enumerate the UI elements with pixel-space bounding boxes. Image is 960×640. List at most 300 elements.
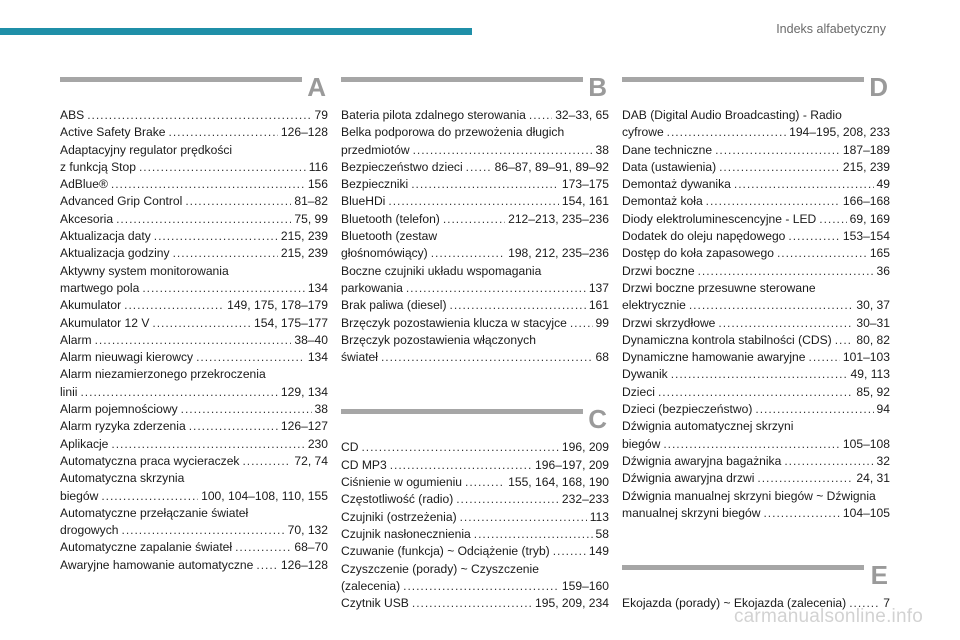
section-letter: B (588, 72, 607, 102)
index-entry-text-line: DAB (Digital Audio Broadcasting) - Radio (622, 108, 842, 122)
column-c (622, 72, 890, 612)
dot-leader (465, 474, 505, 491)
dot-leader (755, 401, 873, 418)
index-entry-pages: 232–233 (561, 492, 609, 507)
dot-leader (719, 159, 840, 176)
index-entry-pages: 30–31 (856, 315, 890, 330)
index-entry-pages: 215, 239 (280, 246, 328, 261)
index-entry-term: Akcesoria (60, 211, 114, 226)
section-header-a (60, 72, 328, 102)
index-entry-pages: 156 (307, 177, 328, 192)
index-entry-pages: 32–33, 65 (555, 108, 609, 122)
dot-leader (553, 543, 586, 560)
index-entry-pages: 215, 239 (280, 229, 328, 244)
dot-leader (139, 159, 306, 176)
section-header-c (341, 404, 609, 435)
index-entry-pages: 30, 37 (856, 298, 890, 313)
index-entry-line (341, 491, 609, 508)
index-entry-text-line: Dźwignia manualnej skrzyni biegów ~ Dźwignia (622, 488, 876, 503)
index-entry (60, 245, 328, 262)
index-entry-term: przedmiotów (341, 142, 410, 157)
index-entry (622, 263, 890, 280)
index-entry (341, 509, 609, 526)
index-entry-text-line: Brzęczyk pozostawienia włączonych (341, 332, 536, 347)
index-entry-pages: 104–105 (842, 505, 890, 520)
index-entry-pages: 194–195, 208, 233 (789, 125, 890, 140)
index-entry (622, 453, 890, 470)
index-entry-term: Czuwanie (funkcja) ~ Odciążenie (tryb) (341, 544, 550, 559)
index-entry-pages: 32 (876, 453, 890, 468)
index-entry-pages: 94 (876, 402, 890, 417)
watermark-text: carmanualsonline.info (733, 606, 923, 627)
index-entry-line (341, 211, 609, 228)
index-entry-term: Częstotliwość (radio) (341, 492, 454, 507)
index-list-d (622, 107, 890, 522)
section-letter: E (870, 560, 888, 591)
index-entry (60, 107, 328, 124)
index-entry-line (622, 263, 890, 280)
dot-leader (413, 142, 593, 159)
index-entry (622, 280, 890, 315)
index-entry-line (60, 488, 328, 505)
index-entry-term: Bezpieczniki (341, 177, 409, 192)
index-entry-text-line: Aktywny system monitorowania (60, 263, 229, 278)
index-entry-line (622, 436, 890, 453)
index-entry (622, 315, 890, 332)
index-entry-term: Drzwi boczne (622, 263, 695, 278)
index-entry-term: Dane techniczne (622, 142, 713, 157)
index-entry (622, 488, 890, 523)
section-header-d (622, 72, 890, 102)
dot-leader (181, 401, 312, 418)
index-entry-pages: 154, 161 (561, 194, 609, 209)
index-entry-line (60, 211, 328, 228)
index-entry (622, 366, 890, 383)
index-entry-pages: 215, 239 (842, 159, 890, 174)
dot-leader (412, 595, 532, 612)
index-entry-term: świateł (341, 350, 378, 365)
index-entry-pages: 149 (588, 544, 609, 559)
index-entry-pages: 173–175 (561, 177, 609, 192)
index-entry-pages: 105–108 (842, 436, 890, 451)
dot-leader (185, 193, 291, 210)
index-entry-line (60, 401, 328, 418)
index-entry-pages: 68 (595, 350, 609, 365)
dot-leader (835, 332, 854, 349)
index-entry-term: Czujnik nasłonecznienia (341, 526, 471, 541)
index-entry (622, 176, 890, 193)
index-entry-line (341, 159, 609, 176)
index-entry-pages: 38 (595, 142, 609, 157)
index-entry (60, 557, 328, 574)
index-entry (622, 193, 890, 210)
dot-leader (124, 297, 224, 314)
index-entry (341, 107, 609, 124)
page-header-title: Indeks alfabetyczny (776, 22, 886, 36)
index-entry-term: manualnej skrzyni biegów (622, 505, 761, 520)
index-entry (341, 491, 609, 508)
index-entry-term: Akumulator (60, 298, 122, 313)
index-entry (622, 211, 890, 228)
index-entry-pages: 196–197, 209 (535, 457, 609, 472)
index-entry-line (622, 315, 890, 332)
index-entry (341, 263, 609, 298)
index-entry-term: biegów (622, 436, 661, 451)
index-entry-term: Brzęczyk pozostawienia klucza w stacyjce (341, 315, 567, 330)
dot-leader (777, 245, 867, 262)
index-entry-line (60, 436, 328, 453)
index-entry-term: (zalecenia) (341, 578, 401, 593)
index-entry-pages: 155, 164, 168, 190 (508, 475, 609, 490)
dot-leader (718, 315, 853, 332)
index-entry-pages: 116 (308, 159, 328, 174)
index-entry-text-line: Automatyczne przełączanie świateł (60, 505, 249, 520)
index-entry-pages: 69, 169 (849, 211, 890, 226)
index-entry-pages: 134 (307, 350, 328, 365)
index-entry-pages: 99 (595, 315, 609, 330)
index-entry-pages: 81–82 (294, 194, 328, 209)
dot-leader (671, 366, 848, 383)
index-entry-text-line: Boczne czujniki układu wspomagania (341, 263, 542, 278)
index-entry (60, 539, 328, 556)
index-entry-term: Diody elektroluminescencyjne - LED (622, 211, 817, 226)
index-entry-pages: 49 (876, 177, 890, 192)
index-entry-pages: 72, 74 (294, 453, 328, 468)
index-entry-pages: 100, 104–108, 110, 155 (201, 488, 328, 503)
dot-leader (689, 297, 854, 314)
index-entry (60, 436, 328, 453)
index-entry (341, 439, 609, 456)
dot-leader (570, 315, 593, 332)
index-entry (622, 401, 890, 418)
index-entry-pages: 153–154 (842, 229, 890, 244)
dot-leader (784, 453, 873, 470)
index-entry-pages: 7 (883, 596, 890, 611)
dot-leader (95, 332, 292, 349)
section-rule (622, 565, 864, 570)
index-entry (341, 315, 609, 332)
index-entry (622, 384, 890, 401)
index-entry (60, 176, 328, 193)
dot-leader (196, 349, 305, 366)
index-entry-pages: 113 (589, 509, 609, 524)
dot-leader (381, 349, 593, 366)
dot-leader (443, 211, 505, 228)
index-entry-term: cyfrowe (622, 125, 664, 140)
dot-leader (431, 245, 505, 262)
index-entry-text-line: Dźwignia automatycznej skrzyni (622, 419, 794, 434)
index-entry (341, 457, 609, 474)
index-entry-line (622, 211, 890, 228)
index-entry-pages: 70, 132 (287, 523, 328, 538)
index-entry-term: Awaryjne hamowanie automatyczne (60, 557, 254, 572)
index-entry-term: Aplikacje (60, 436, 109, 451)
dot-leader (460, 509, 587, 526)
index-entry-term: Dynamiczna kontrola stabilności (CDS) (622, 332, 832, 347)
index-entry-line (60, 539, 328, 556)
index-entry (341, 526, 609, 543)
index-entry-line (60, 332, 328, 349)
dot-leader (658, 384, 853, 401)
dot-leader (87, 107, 311, 124)
index-entry-pages: 38–40 (294, 332, 328, 347)
index-entry-term: Advanced Grip Control (60, 194, 183, 209)
index-entry-term: Dzieci (622, 384, 655, 399)
dot-leader (388, 193, 559, 210)
index-entry-pages: 195, 209, 234 (535, 596, 609, 611)
index-entry (622, 332, 890, 349)
dot-leader (152, 315, 251, 332)
index-entry (60, 297, 328, 314)
index-entry-pages: 58 (595, 526, 609, 541)
index-entry-line (622, 453, 890, 470)
index-entry-term: Active Safety Brake (60, 125, 166, 140)
index-entry-line (60, 349, 328, 366)
index-entry (341, 561, 609, 596)
index-entry-term: Dźwignia awaryjna drzwi (622, 471, 755, 486)
index-entry-line (341, 245, 609, 262)
index-entry-line (341, 280, 609, 297)
index-entry-term: Czujniki (ostrzeżenia) (341, 509, 457, 524)
dot-leader (456, 491, 559, 508)
index-entry (341, 297, 609, 314)
index-entry-line (622, 228, 890, 245)
index-entry-term: elektrycznie (622, 298, 686, 313)
dot-leader (154, 228, 278, 245)
index-entry-text-line: Automatyczna skrzynia (60, 471, 185, 486)
section-letter: D (869, 72, 888, 102)
index-entry-text-line: Drzwi boczne przesuwne sterowane (622, 280, 816, 295)
index-entry-term: z funkcją Stop (60, 159, 136, 174)
index-entry (60, 315, 328, 332)
index-entry-pages: 212–213, 235–236 (508, 211, 609, 226)
dot-leader (142, 280, 304, 297)
index-entry (60, 401, 328, 418)
index-entry-term: parkowania (341, 280, 403, 295)
index-entry (622, 418, 890, 453)
dot-leader (715, 142, 840, 159)
index-entry-line (622, 470, 890, 487)
index-entry-line (622, 159, 890, 176)
index-entry-pages: 165 (869, 246, 890, 261)
index-entry-term: Ciśnienie w ogumieniu (341, 475, 463, 490)
index-entry-term: Demontaż dywanika (622, 177, 731, 192)
index-entry-line (622, 297, 890, 314)
index-entry-pages: 126–127 (280, 419, 328, 434)
index-entry (341, 211, 609, 228)
dot-leader (80, 384, 277, 401)
dot-leader (169, 124, 278, 141)
index-entry-term: ABS (60, 108, 85, 122)
index-entry (622, 107, 890, 142)
index-entry-line (60, 315, 328, 332)
index-entry-line (622, 176, 890, 193)
index-entry-line (622, 349, 890, 366)
index-entry-term: Alarm nieuwagi kierowcy (60, 350, 194, 365)
index-entry-pages: 80, 82 (856, 332, 890, 347)
dot-leader (706, 193, 840, 210)
index-entry-pages: 166–168 (842, 194, 890, 209)
dot-leader (788, 228, 840, 245)
dot-leader (242, 453, 291, 470)
index-entry-line (60, 453, 328, 470)
section-rule (341, 77, 583, 82)
index-entry-pages: 68–70 (294, 540, 328, 555)
index-entry-term: Alarm pojemnościowy (60, 402, 178, 417)
index-entry-text-line: Belka podporowa do przewożenia długich (341, 125, 565, 140)
index-entry-term: CD MP3 (341, 457, 387, 472)
index-entry (341, 543, 609, 560)
index-entry-text-line: Bluetooth (zestaw (341, 229, 438, 244)
index-entry-term: martwego pola (60, 280, 140, 295)
index-entry-term: Alarm ryzyka zderzenia (60, 419, 186, 434)
index-entry-term: Dodatek do oleju napędowego (622, 229, 786, 244)
dot-leader (411, 176, 559, 193)
dot-leader (173, 245, 278, 262)
index-entry-pages: 198, 212, 235–236 (508, 246, 609, 261)
index-list-a (60, 107, 328, 574)
header-accent-bar (0, 28, 472, 35)
index-entry-term: Akumulator 12 V (60, 315, 150, 330)
index-entry (60, 332, 328, 349)
index-entry (60, 211, 328, 228)
dot-leader (734, 176, 874, 193)
column-a (60, 72, 328, 574)
dot-leader (403, 578, 559, 595)
index-entry-term: Brak paliwa (diesel) (341, 298, 447, 313)
index-entry-text-line: Alarm niezamierzonego przekroczenia (60, 367, 266, 382)
dot-leader (406, 280, 586, 297)
index-entry (341, 474, 609, 491)
index-entry-pages: 137 (588, 280, 609, 295)
index-entry-line (622, 142, 890, 159)
section-spacer (622, 522, 890, 564)
index-entry-term: Aktualizacja daty (60, 229, 151, 244)
index-entry-line (622, 366, 890, 383)
dot-leader (819, 211, 846, 228)
index-entry-pages: 187–189 (842, 142, 890, 157)
index-entry (341, 193, 609, 210)
index-entry (60, 418, 328, 435)
index-entry-line (60, 159, 328, 176)
index-entry (622, 142, 890, 159)
dot-leader (466, 159, 492, 176)
index-entry-pages: 149, 175, 178–179 (227, 298, 328, 313)
column-b (341, 72, 609, 612)
index-entry-line (341, 315, 609, 332)
section-rule (60, 77, 302, 82)
index-entry (60, 453, 328, 470)
index-entry-line (622, 332, 890, 349)
index-entry-term: linii (60, 384, 78, 399)
dot-leader (474, 526, 593, 543)
index-list-b (341, 107, 609, 366)
index-entry-pages: 161 (588, 298, 609, 313)
index-entry-line (60, 193, 328, 210)
index-entry (60, 193, 328, 210)
index-entry-term: BlueHDi (341, 194, 386, 209)
index-entry-term: Bateria pilota zdalnego sterowania (341, 108, 526, 122)
index-entry-term: CD (341, 440, 359, 455)
dot-leader (663, 436, 840, 453)
index-entry (60, 124, 328, 141)
index-entry (60, 349, 328, 366)
index-entry-line (341, 297, 609, 314)
index-entry-term: Demontaż koła (622, 194, 703, 209)
index-entry-term: głośnomówiący) (341, 246, 428, 261)
index-entry-line (622, 384, 890, 401)
index-entry (60, 228, 328, 245)
index-entry-line (60, 418, 328, 435)
index-entry-pages: 101–103 (842, 350, 890, 365)
index-entry-line (60, 124, 328, 141)
dot-leader (757, 470, 853, 487)
index-entry (341, 595, 609, 612)
dot-leader (361, 439, 558, 456)
dot-leader (256, 557, 278, 574)
index-entry-pages: 126–128 (280, 125, 328, 140)
index-entry (622, 470, 890, 487)
index-entry-pages: 154, 175–177 (254, 315, 328, 330)
section-header-e (622, 560, 890, 591)
index-entry-line (60, 384, 328, 401)
index-entry-line (622, 124, 890, 141)
index-entry-line (60, 280, 328, 297)
index-entry-line (341, 193, 609, 210)
index-entry-line (341, 578, 609, 595)
index-entry (60, 263, 328, 298)
dot-leader (529, 107, 552, 124)
index-entry (622, 245, 890, 262)
index-entry (622, 349, 890, 366)
index-entry-pages: 159–160 (561, 578, 609, 593)
section-letter: A (307, 72, 326, 102)
index-entry-text-line: Adaptacyjny regulator prędkości (60, 142, 233, 157)
index-entry-line (341, 107, 609, 124)
index-entry-pages: 86–87, 89–91, 89–92 (494, 159, 609, 174)
index-entry-line (60, 107, 328, 124)
dot-leader (189, 418, 278, 435)
index-entry-line (60, 228, 328, 245)
index-entry-line (341, 526, 609, 543)
section-letter: C (588, 404, 607, 435)
index-entry-term: Alarm (60, 332, 92, 347)
section-rule (341, 409, 583, 414)
dot-leader (809, 349, 840, 366)
index-entry-line (341, 543, 609, 560)
index-entry-term: Dzieci (bezpieczeństwo) (622, 402, 753, 417)
index-entry-line (622, 193, 890, 210)
index-entry-line (341, 176, 609, 193)
index-entry-pages: 126–128 (280, 557, 328, 572)
dot-leader (111, 176, 305, 193)
dot-leader (235, 539, 291, 556)
index-entry-line (341, 595, 609, 612)
index-entry-term: Bezpieczeństwo dzieci (341, 159, 463, 174)
dot-leader (116, 211, 291, 228)
index-list-c (341, 439, 609, 612)
index-entry-pages: 38 (314, 402, 328, 417)
index-entry-term: Ekojazda (porady) ~ Ekojazda (zalecenia) (622, 596, 847, 611)
section-rule (622, 77, 864, 82)
index-entry (341, 228, 609, 263)
index-entry-line (341, 349, 609, 366)
index-entry-term: biegów (60, 488, 99, 503)
index-entry-pages: 24, 31 (856, 471, 890, 486)
index-entry-pages: 49, 113 (850, 367, 890, 382)
index-entry-line (60, 176, 328, 193)
index-entry-term: Bluetooth (telefon) (341, 211, 440, 226)
